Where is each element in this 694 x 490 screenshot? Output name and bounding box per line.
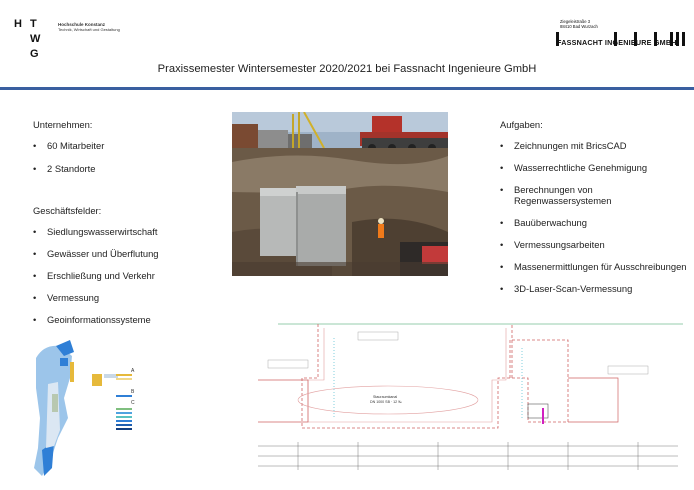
aufgaben-heading: Aufgaben: <box>500 119 543 130</box>
logo-bar <box>682 32 685 46</box>
drawing-label-channel: Stauraumkanal <box>373 395 398 399</box>
list-item: • 3D-Laser-Scan-Vermessung <box>500 283 690 294</box>
university-faculty: Technik, Wirtschaft und Gestaltung <box>58 27 120 32</box>
list-item: • Siedlungswasserwirtschaft <box>33 226 159 237</box>
site-map <box>30 338 150 478</box>
list-item: • Vermessungsarbeiten <box>500 239 690 250</box>
list-item: • Bauüberwachung <box>500 217 690 228</box>
list-item: • Massenermittlungen für Ausschreibungen <box>500 261 690 272</box>
logo-letter-t: T <box>30 18 37 30</box>
aufgaben-list <box>500 140 690 294</box>
logo-letter-h: H <box>14 18 22 30</box>
list-item: • Zeichnungen mit BricsCAD <box>500 140 690 151</box>
company-street: Ziegeleistraße 3 <box>560 19 591 24</box>
htwg-logo <box>14 18 46 62</box>
map-legend-b: B <box>131 389 135 395</box>
technical-drawing <box>238 318 688 478</box>
map-legend-c: C <box>131 400 135 406</box>
title-divider <box>0 87 694 90</box>
company-name: FASSNACHT INGENIEURE GMBH <box>557 38 677 47</box>
unternehmen-list <box>33 140 104 174</box>
unternehmen-heading: Unternehmen: <box>33 119 93 130</box>
logo-letter-g: G <box>30 48 39 60</box>
geschaeftsfelder-list <box>33 226 159 325</box>
geschaeftsfelder-heading: Geschäftsfelder: <box>33 205 102 216</box>
list-item: • Gewässer und Überflutung <box>33 248 159 259</box>
university-name-block <box>58 22 120 32</box>
list-item: • 2 Standorte <box>33 163 104 174</box>
logo-letter-w: W <box>30 33 41 45</box>
company-city: 88410 Bad Wurzach <box>560 24 598 29</box>
page-title: Praxissemester Wintersemester 2020/2021 bei Fassnacht Ingenieure GmbH <box>157 63 537 75</box>
list-item: • Vermessung <box>33 292 159 303</box>
construction-photo <box>232 112 448 276</box>
list-item: • Berechnungen von Regenwassersystemen <box>500 184 690 206</box>
list-item: • Wasserrechtliche Genehmigung <box>500 162 690 173</box>
drawing-label-dn: DN 1000 SB · 12 ‰ <box>370 400 402 404</box>
list-item: • 60 Mitarbeiter <box>33 140 104 151</box>
university-name: Hochschule Konstanz <box>58 22 106 27</box>
list-item: • Erschließung und Verkehr <box>33 270 159 281</box>
list-item: • Geoinformationssysteme <box>33 314 159 325</box>
map-legend-a: A <box>131 368 135 374</box>
company-address <box>560 19 598 29</box>
